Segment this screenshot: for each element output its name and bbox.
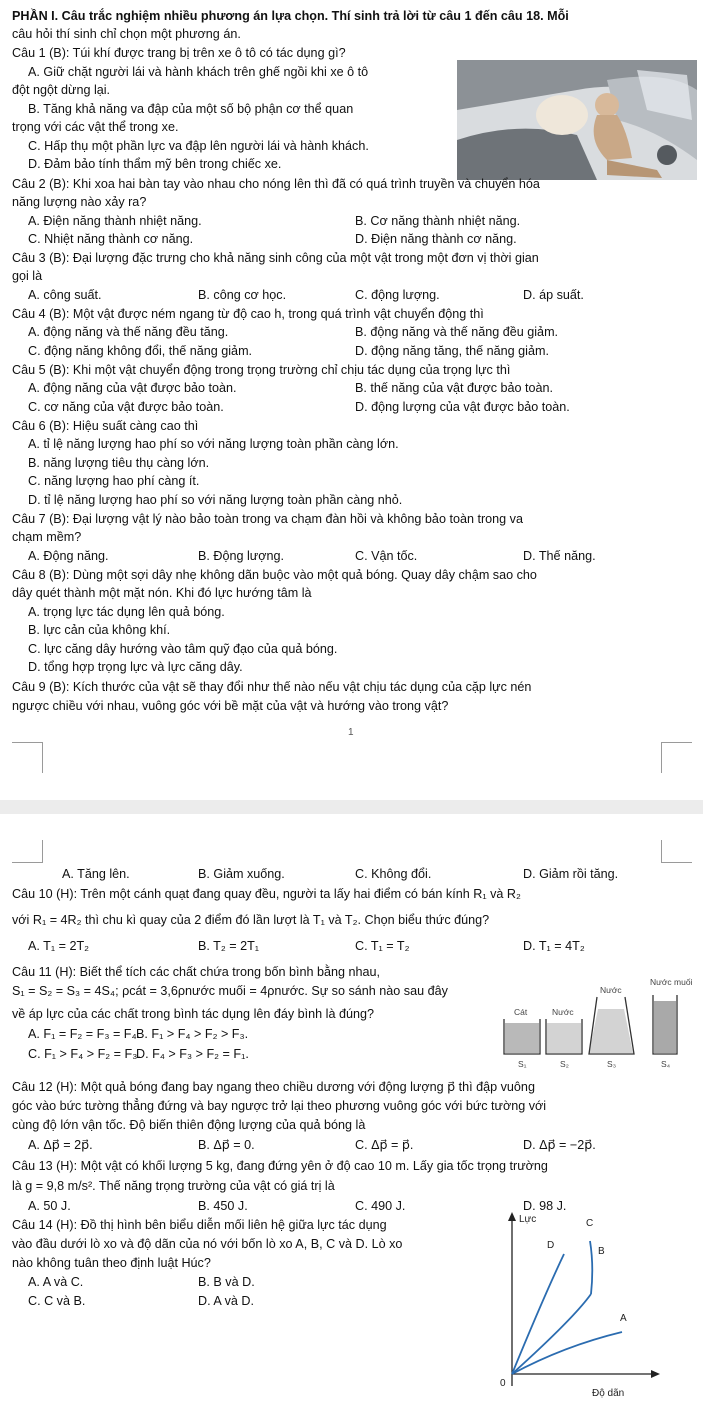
spring-graph xyxy=(494,1206,669,1400)
question-14: Câu 14 (H): Đồ thị hình bên biểu diễn mối liên hệ giữa lực tác dụng xyxy=(12,1218,387,1232)
q5-option-d: D. động lượng của vật được bảo toàn. xyxy=(355,400,570,414)
label-salt-water: Nước muối xyxy=(650,977,693,987)
curve-d xyxy=(512,1254,564,1374)
label-s2: S₂ xyxy=(560,1059,569,1069)
question-3: Câu 3 (B): Đại lượng đặc trưng cho khả năng sinh công của một vật trong một đơn vị thời gian xyxy=(12,251,539,265)
q2-option-c: C. Nhiệt năng thành cơ năng. xyxy=(28,232,194,246)
question-8-cont: dây quét thành một mặt nón. Khi đó lực hướng tâm là xyxy=(12,586,312,600)
x-axis-arrow-icon xyxy=(651,1370,660,1378)
q14-option-a: A. A và C. xyxy=(28,1275,84,1289)
q4-option-d: D. động năng tăng, thế năng giảm. xyxy=(355,344,549,358)
q8-option-a: A. trọng lực tác dụng lên quả bóng. xyxy=(28,605,225,619)
q2-option-b: B. Cơ năng thành nhiệt năng. xyxy=(355,214,521,228)
airbag-illustration xyxy=(457,60,697,180)
q1-option-d: D. Đảm bảo tính thẩm mỹ bên trong chiếc xe. xyxy=(28,157,282,171)
y-axis-arrow-icon xyxy=(508,1212,516,1221)
q9-option-c: C. Không đổi. xyxy=(355,867,432,881)
q4-option-a: A. động năng và thế năng đều tăng. xyxy=(28,325,229,339)
origin-label: 0 xyxy=(500,1378,506,1389)
curve-a xyxy=(512,1332,622,1374)
vessel-3-water xyxy=(589,1009,633,1053)
question-10-cont: với R₁ = 4R₂ thì chu kì quay của 2 điểm đó lần lượt là T₁ và T₂. Chọn biểu thức đúng? xyxy=(12,913,490,927)
q12-option-b: B. Δp⃗ = 0. xyxy=(198,1138,255,1152)
q3-option-b: B. công cơ học. xyxy=(198,288,287,302)
q13-option-d: D. 98 J. xyxy=(523,1199,567,1213)
curve-b-linear-part xyxy=(512,1294,591,1374)
label-s3: S₃ xyxy=(607,1059,617,1069)
question-10: Câu 10 (H): Trên một cánh quạt đang quay đều, người ta lấy hai điểm có bán kính R₁ và R₂ xyxy=(12,887,521,901)
question-14-cont: vào đầu dưới lò xo và độ dãn của nó với bốn lò xo A, B, C và D. Lò xo xyxy=(12,1237,403,1251)
curve-c xyxy=(590,1241,592,1294)
q12-option-c: C. Δp⃗ = p⃗. xyxy=(355,1138,414,1152)
q9-option-b: B. Giảm xuống. xyxy=(198,867,285,881)
page-number: 1 xyxy=(348,727,354,738)
question-9: Câu 9 (B): Kích thước của vật sẽ thay đổi như thế nào nếu vật chịu tác dụng của cặp lực nén xyxy=(12,680,532,694)
vessel-1-sand xyxy=(505,1023,539,1053)
q6-option-b: B. năng lượng tiêu thụ càng lớn. xyxy=(28,456,210,470)
page-corner-top-right xyxy=(661,742,692,773)
question-11: Câu 11 (H): Biết thể tích các chất chứa trong bốn bình bằng nhau, xyxy=(12,965,381,979)
q4-option-b: B. động năng và thế năng đều giảm. xyxy=(355,325,559,339)
q12-option-d: D. Δp⃗ = −2p⃗. xyxy=(523,1138,596,1152)
label-water-top: Nước xyxy=(600,985,622,995)
q11-option-c: C. F₁ > F₄ > F₂ = F₃. xyxy=(28,1047,141,1061)
q11-option-b: B. F₁ > F₄ > F₂ > F₃. xyxy=(136,1027,249,1041)
label-s1: S₁ xyxy=(518,1059,527,1069)
q3-option-d: D. áp suất. xyxy=(523,288,584,302)
question-11-cont-2: về áp lực của các chất trong bình tác dụng lên đáy bình là đúng? xyxy=(12,1007,375,1021)
q7-option-d: D. Thế năng. xyxy=(523,549,596,563)
question-12: Câu 12 (H): Một quả bóng đang bay ngang theo chiều dương với động lượng p⃗ thì đập vuông xyxy=(12,1080,535,1094)
q4-option-c: C. động năng không đổi, thế năng giảm. xyxy=(28,344,253,358)
q5-option-a: A. động năng của vật được bảo toàn. xyxy=(28,381,237,395)
question-13-cont: là g = 9,8 m/s². Thế năng trọng trường của vật có giá trị là xyxy=(12,1179,335,1193)
question-6: Câu 6 (B): Hiệu suất càng cao thì xyxy=(12,419,199,433)
q3-option-a: A. công suất. xyxy=(28,288,102,302)
question-4: Câu 4 (B): Một vật được ném ngang từ độ cao h, trong quá trình vật chuyển động thì xyxy=(12,307,484,321)
airbag-icon xyxy=(536,95,588,135)
q13-option-a: A. 50 J. xyxy=(28,1199,71,1213)
q5-option-c: C. cơ năng của vật được bảo toàn. xyxy=(28,400,224,414)
q9-option-d: D. Giảm rồi tăng. xyxy=(523,867,619,881)
section-instruction: câu hỏi thí sinh chỉ chọn một phương án. xyxy=(12,27,241,41)
label-s4: S₄ xyxy=(661,1059,671,1069)
question-9-cont: ngược chiều với nhau, vuông góc với bề mặt của vật và hướng vào trong vật? xyxy=(12,699,449,713)
q10-option-b: B. T₂ = 2T₁ xyxy=(198,939,260,953)
question-5: Câu 5 (B): Khi một vật chuyển động trong trọng trường chỉ chịu tác dụng của trọng lực thì xyxy=(12,363,511,377)
q7-option-a: A. Động năng. xyxy=(28,549,109,563)
vessels-figure xyxy=(500,973,700,1070)
question-1: Câu 1 (B): Túi khí được trang bị trên xe ô tô có tác dụng gì? xyxy=(12,46,346,60)
q11-option-a: A. F₁ = F₂ = F₃ = F₄. xyxy=(28,1027,141,1041)
q5-option-b: B. thế năng của vật được bảo toàn. xyxy=(355,381,554,395)
question-13: Câu 13 (H): Một vật có khối lượng 5 kg, đang đứng yên ở độ cao 10 m. Lấy gia tốc trọng trường xyxy=(12,1159,548,1173)
question-12-cont-2: cùng độ lớn vận tốc. Độ biến thiên động lượng của quả bóng là xyxy=(12,1118,366,1132)
vessel-2-water xyxy=(547,1023,581,1053)
question-3-cont: gọi là xyxy=(12,269,43,283)
curve-c-label: C xyxy=(586,1218,594,1229)
question-2-cont: năng lượng nào xảy ra? xyxy=(12,195,147,209)
page-corner-bottom-right xyxy=(661,840,692,863)
q14-option-c: C. C và B. xyxy=(28,1294,86,1308)
q12-option-a: A. Δp⃗ = 2p⃗. xyxy=(28,1138,93,1152)
q7-option-c: C. Vận tốc. xyxy=(355,549,418,563)
vessel-4-salt-water xyxy=(654,1001,676,1053)
q6-option-d: D. tỉ lệ năng lượng hao phí so với năng lượng toàn phần càng nhỏ. xyxy=(28,493,403,507)
q13-option-b: B. 450 J. xyxy=(198,1199,248,1213)
question-14-cont-2: nào không tuân theo định luật Húc? xyxy=(12,1256,211,1270)
question-11-cont: S₁ = S₂ = S₃ = 4S₄; ρcát = 3,6ρnước muối = 4ρnước. Sự so sánh nào sau đây xyxy=(12,984,448,998)
page-corner-top-left xyxy=(12,742,43,773)
question-7-cont: chạm mềm? xyxy=(12,530,82,544)
question-8: Câu 8 (B): Dùng một sợi dây nhẹ không dãn buộc vào một quả bóng. Quay dây chậm sao cho xyxy=(12,568,537,582)
curve-d-label: D xyxy=(547,1240,555,1251)
question-12-cont: góc vào bức tường thẳng đứng và bay ngược trở lại theo phương vuông góc với bức tường với xyxy=(12,1099,547,1113)
q1-option-b: B. Tăng khả năng va đập của một số bộ phận cơ thể quan xyxy=(28,102,354,116)
x-axis-label: Độ dãn xyxy=(592,1388,625,1399)
page-break xyxy=(0,800,703,814)
section-header: PHẦN I. Câu trắc nghiệm nhiều phương án lựa chọn. Thí sinh trả lời từ câu 1 đến câu 18. Mỗi xyxy=(12,9,569,23)
q10-option-d: D. T₁ = 4T₂ xyxy=(523,939,585,953)
q6-option-c: C. năng lượng hao phí càng ít. xyxy=(28,474,200,488)
q1-option-b-cont: trọng với các vật thể trong xe. xyxy=(12,120,179,134)
y-axis-label: Lực xyxy=(519,1214,537,1225)
q1-option-a-cont: đột ngột dừng lại. xyxy=(12,83,111,97)
label-water: Nước xyxy=(552,1007,574,1017)
q2-option-d: D. Điện năng thành cơ năng. xyxy=(355,232,517,246)
q6-option-a: A. tỉ lệ năng lượng hao phí so với năng lượng toàn phần càng lớn. xyxy=(28,437,399,451)
q7-option-b: B. Động lượng. xyxy=(198,549,284,563)
q2-option-a: A. Điện năng thành nhiệt năng. xyxy=(28,214,202,228)
q11-option-d: D. F₄ > F₃ > F₂ = F₁. xyxy=(136,1047,249,1061)
question-7: Câu 7 (B): Đại lượng vật lý nào bảo toàn trong va chạm đàn hồi và không bảo toàn trong va xyxy=(12,512,523,526)
q9-option-a: A. Tăng lên. xyxy=(62,867,130,881)
curve-b-label: B xyxy=(598,1246,605,1257)
q10-option-a: A. T₁ = 2T₂ xyxy=(28,939,90,953)
curve-a-label: A xyxy=(620,1313,627,1324)
q3-option-c: C. động lượng. xyxy=(355,288,440,302)
q14-option-b: B. B và D. xyxy=(198,1275,255,1289)
question-2: Câu 2 (B): Khi xoa hai bàn tay vào nhau cho nóng lên thì đã có quá trình truyền và chuyển hóa xyxy=(12,177,540,191)
q8-option-c: C. lực căng dây hướng vào tâm quỹ đạo của quả bóng. xyxy=(28,642,338,656)
q10-option-c: C. T₁ = T₂ xyxy=(355,939,410,953)
page-corner-bottom-left xyxy=(12,840,43,863)
q1-option-a: A. Giữ chặt người lái và hành khách trên ghế ngồi khi xe ô tô xyxy=(28,65,369,79)
q13-option-c: C. 490 J. xyxy=(355,1199,406,1213)
q8-option-d: D. tổng hợp trọng lực và lực căng dây. xyxy=(28,660,243,674)
label-sand: Cát xyxy=(514,1007,528,1017)
q1-option-c: C. Hấp thụ một phần lực va đập lên người lái và hành khách. xyxy=(28,139,369,153)
q8-option-b: B. lực cản của không khí. xyxy=(28,623,171,637)
q14-option-d: D. A và D. xyxy=(198,1294,254,1308)
